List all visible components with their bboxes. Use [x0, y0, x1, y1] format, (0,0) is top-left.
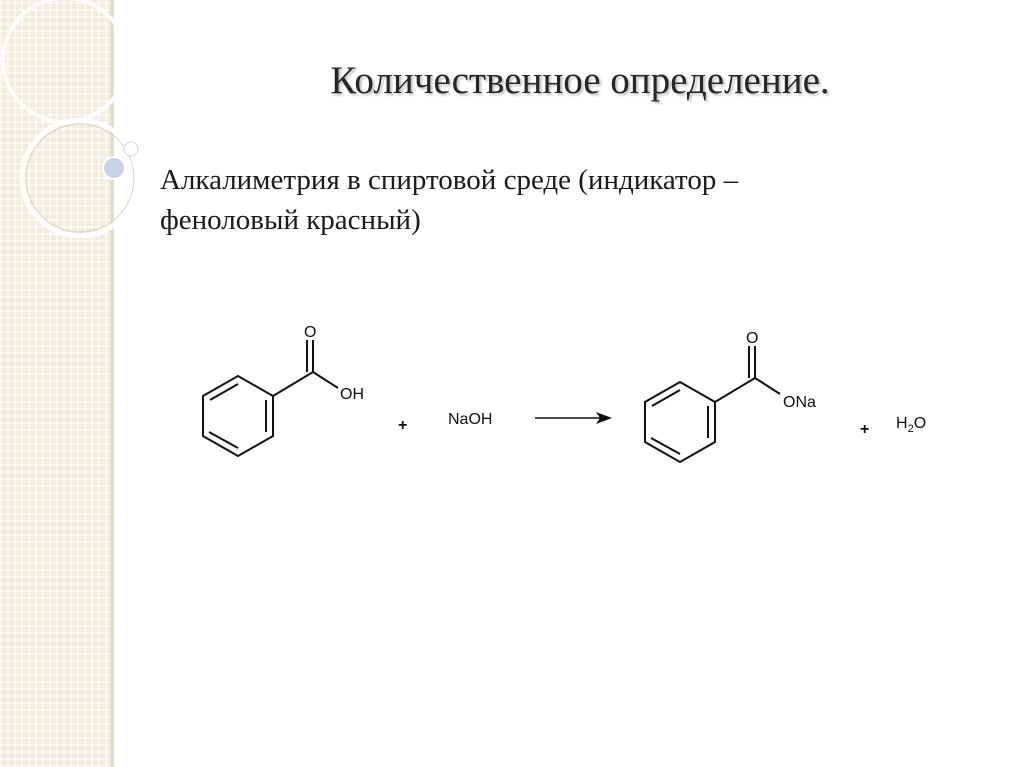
benzene-ring-product: [645, 382, 715, 462]
water-h: H: [896, 415, 908, 432]
water-subscript: 2: [907, 423, 914, 435]
deco-dot-blue: [103, 157, 125, 179]
slide-body: [160, 160, 920, 240]
carbon-bond: [715, 378, 755, 402]
double-bond: [651, 438, 680, 454]
reagent-naoh: NaOH: [448, 411, 493, 428]
product-ona-label: ONa: [783, 394, 816, 411]
reaction-arrow: [535, 412, 612, 424]
oxide-bond: [755, 378, 780, 394]
reaction-scheme: [180, 300, 980, 490]
body-line-1: Алкалиметрия в спиртовой среде (индикатор –: [160, 164, 739, 196]
sodium-benzoate-structure: [645, 346, 780, 462]
deco-dot-small: [124, 142, 138, 156]
plus-sign-2: +: [860, 421, 870, 438]
product-carbonyl-oxygen: O: [746, 330, 759, 347]
benzene-ring-reactant: [203, 376, 273, 456]
plus-sign-1: +: [398, 417, 408, 434]
decorative-circles: [0, 0, 160, 260]
water-formula: [896, 415, 926, 435]
double-bond: [209, 432, 238, 448]
slide-title: Количественное определение.: [330, 59, 830, 102]
water-o: O: [913, 415, 927, 432]
double-bond: [210, 384, 238, 400]
carbon-bond: [273, 372, 313, 396]
benzoic-acid-structure: [203, 340, 338, 456]
hydroxyl-bond: [313, 372, 338, 388]
deco-ring-large: [3, 0, 127, 122]
double-bond: [652, 390, 680, 406]
body-line-2: феноловый красный): [160, 204, 421, 236]
reactant-hydroxyl-label: OH: [340, 386, 364, 403]
reactant-carbonyl-oxygen: O: [304, 324, 317, 341]
